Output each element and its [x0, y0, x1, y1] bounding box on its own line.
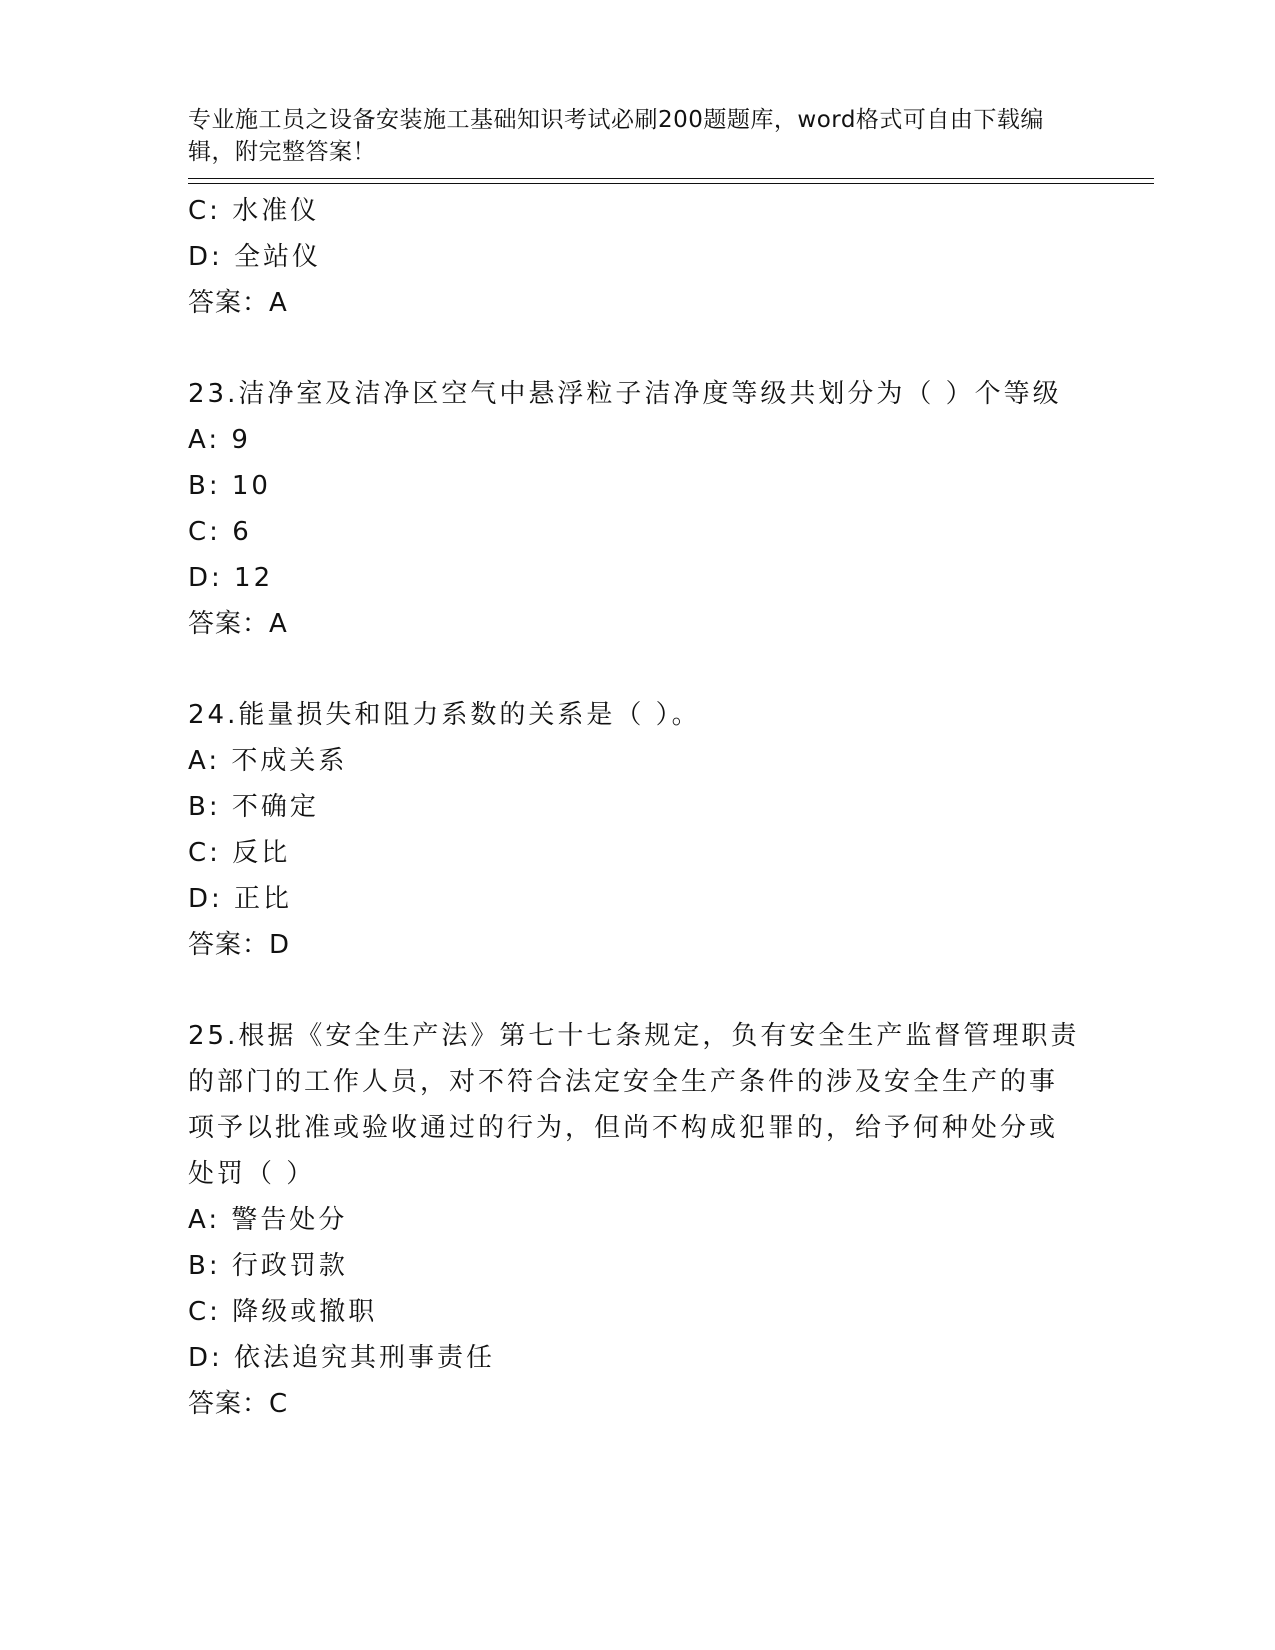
option-text: 正比	[234, 884, 293, 914]
option-letter: B:	[188, 1251, 221, 1281]
option-text: 6	[232, 517, 252, 547]
question-stem-line: 的部门的工作人员，对不符合法定安全生产条件的涉及安全生产的事	[188, 1067, 1059, 1097]
option-b	[188, 463, 1088, 509]
option-letter: C:	[188, 196, 221, 226]
option-b	[188, 1243, 1088, 1289]
option-d	[188, 555, 1088, 601]
question-22-tail	[188, 188, 1088, 326]
option-letter: C:	[188, 517, 221, 547]
option-letter: C:	[188, 838, 221, 868]
question-stem: 23.洁净室及洁净区空气中悬浮粒子洁净度等级共划分为（ ）个等级	[188, 379, 1062, 409]
answer-line: 答案：A	[188, 288, 288, 318]
question-spacer	[188, 968, 1088, 1013]
question-spacer	[188, 647, 1088, 692]
question-list	[188, 188, 1088, 1427]
question-stem-line: 25.根据《安全生产法》第七十七条规定，负有安全生产监督管理职责	[188, 1021, 1080, 1051]
option-text: 全站仪	[234, 242, 322, 272]
option-text: 行政罚款	[231, 1251, 348, 1281]
option-a	[188, 1197, 1088, 1243]
option-text: 不成关系	[231, 746, 348, 776]
option-letter: B:	[188, 792, 221, 822]
option-d	[188, 876, 1088, 922]
option-letter: D:	[188, 563, 223, 593]
option-text: 9	[231, 425, 251, 455]
option-text: 水准仪	[232, 196, 320, 226]
option-letter: D:	[188, 242, 223, 272]
header-divider-bottom	[188, 183, 1154, 184]
option-letter: A:	[188, 425, 221, 455]
option-letter: B:	[188, 471, 221, 501]
option-c	[188, 188, 1088, 234]
option-text: 12	[234, 563, 274, 593]
option-letter: A:	[188, 746, 221, 776]
answer-line: 答案：A	[188, 609, 288, 639]
option-text: 警告处分	[231, 1205, 348, 1235]
question-spacer	[188, 326, 1088, 371]
option-text: 降级或撤职	[232, 1297, 378, 1327]
question-24	[188, 692, 1088, 968]
header-divider-top	[188, 178, 1154, 179]
question-25	[188, 1013, 1088, 1427]
header-title: 专业施工员之设备安装施工基础知识考试必刷200题题库，word格式可自由下载编辑，附完整答案！	[188, 107, 1044, 165]
question-stem-line: 处罚（ ）	[188, 1159, 316, 1189]
option-a	[188, 417, 1088, 463]
option-c	[188, 1289, 1088, 1335]
option-letter: D:	[188, 884, 223, 914]
option-d	[188, 1335, 1088, 1381]
option-c	[188, 509, 1088, 555]
question-stem: 24.能量损失和阻力系数的关系是（ ）。	[188, 700, 701, 730]
option-text: 依法追究其刑事责任	[234, 1343, 496, 1373]
question-stem-line: 项予以批准或验收通过的行为，但尚不构成犯罪的，给予何种处分或	[188, 1113, 1059, 1143]
option-text: 反比	[232, 838, 291, 868]
question-23	[188, 371, 1088, 647]
page-header	[188, 72, 1088, 168]
option-a	[188, 738, 1088, 784]
option-b	[188, 784, 1088, 830]
answer-line: 答案：C	[188, 1389, 289, 1419]
option-letter: C:	[188, 1297, 221, 1327]
option-text: 不确定	[231, 792, 319, 822]
option-letter: A:	[188, 1205, 221, 1235]
option-c	[188, 830, 1088, 876]
option-letter: D:	[188, 1343, 223, 1373]
option-d	[188, 234, 1088, 280]
option-text: 10	[231, 471, 271, 501]
answer-line: 答案：D	[188, 930, 291, 960]
